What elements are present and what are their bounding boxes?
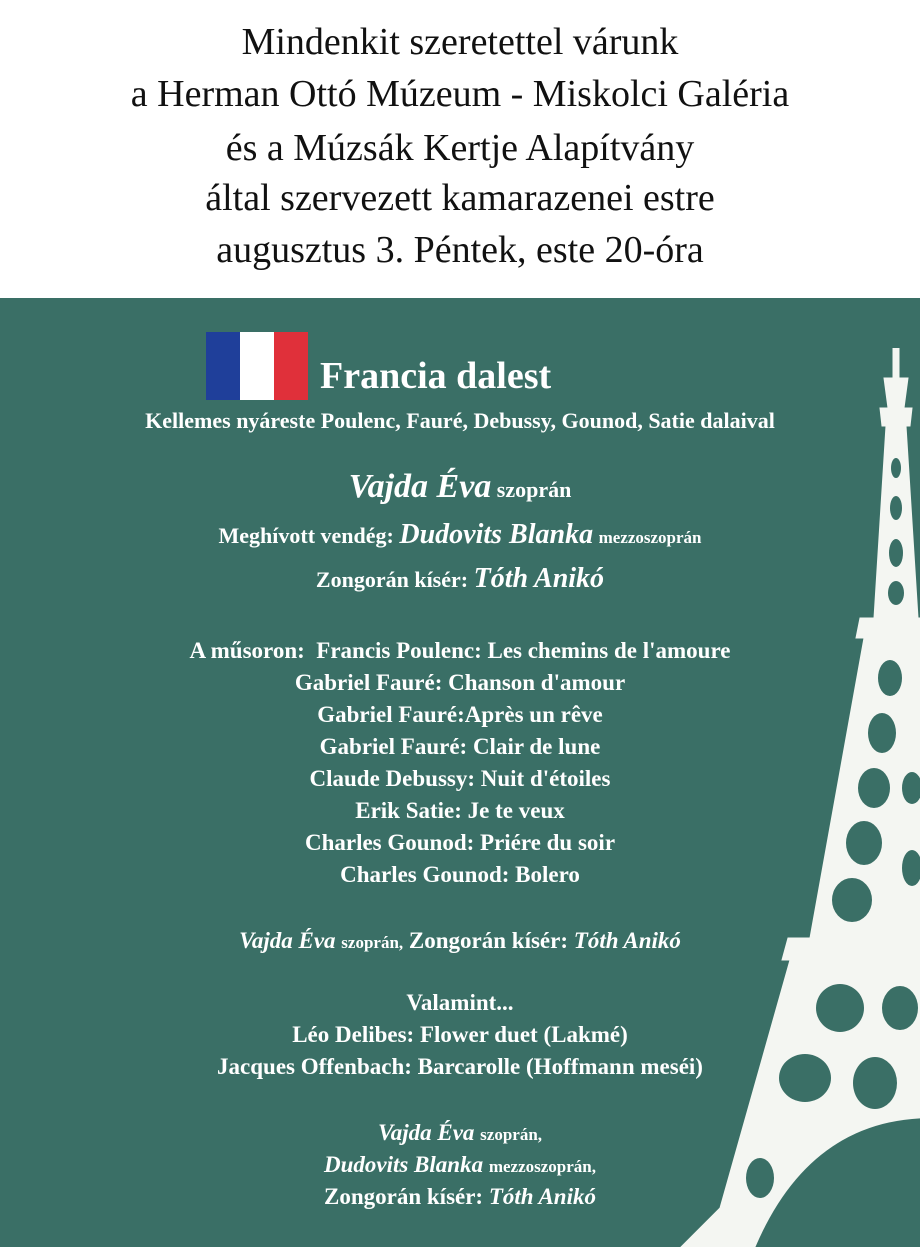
credit2-guest-role: mezzoszoprán, [488,1157,597,1176]
soprano-line [0,466,920,511]
soprano-name: Vajda Éva [348,468,492,505]
credit2-soprano-role: szoprán, [480,1125,543,1144]
soprano-role: szoprán [496,477,572,502]
program-item: Gabriel Fauré: Clair de lune [319,734,601,759]
header-line-5: augusztus 3. Péntek, este 20-óra [216,229,704,271]
header-line-4: által szervezett kamarazenei estre [205,177,715,219]
also-item: Jacques Offenbach: Barcarolle (Hoffmann meséi) [217,1054,703,1079]
flag-stripe-blue [206,332,240,400]
concert-subtitle: Kellemes nyáreste Poulenc, Fauré, Debussy, Gounod, Satie dalaival [145,408,775,433]
also-label: Valamint... [406,990,514,1015]
program-item: Erik Satie: Je te veux [355,798,565,823]
guest-role: mezzoszoprán [598,528,702,547]
credit2-guest-line [0,1149,920,1183]
concert-title: Francia dalest [320,355,552,397]
credit2-piano-label: Zongorán kísér: [324,1184,484,1209]
flag-stripe-red [274,332,308,400]
guest-name: Dudovits Blanka [399,519,594,550]
piano-line [0,560,920,599]
program-item: Claude Debussy: Nuit d'étoiles [309,766,611,791]
credit2-guest-name: Dudovits Blanka [323,1152,484,1177]
piano-label: Zongorán kísér: [315,567,469,592]
program-item: Francis Poulenc: Les chemins de l'amoure [316,638,731,663]
guest-label: Meghívott vendég: [218,523,394,548]
credit2-piano-name: Tóth Anikó [488,1184,596,1209]
header-line-3: és a Múzsák Kertje Alapítvány [225,127,695,169]
program-item: Gabriel Fauré: Chanson d'amour [294,670,626,695]
program-intro: A műsoron: [189,638,305,663]
credit-soprano-role: szoprán, [341,933,404,952]
piano-name: Tóth Anikó [473,563,605,594]
credit2-soprano-name: Vajda Éva [377,1120,475,1145]
credit2-piano-line [0,1181,920,1213]
header-line-2: a Herman Ottó Múzeum - Miskolci Galéria [130,73,790,115]
program-item: Gabriel Fauré:Après un rêve [317,702,603,727]
concert-panel [0,298,920,1247]
also-item: Léo Delibes: Flower duet (Lakmé) [292,1022,628,1047]
credit-soprano-name: Vajda Éva [239,928,336,953]
credit-piano-label: Zongorán kísér: [408,928,569,953]
guest-line [0,516,920,557]
program-item: Charles Gounod: Priére du soir [304,830,616,855]
program-item: Charles Gounod: Bolero [340,862,580,887]
credit2-soprano-line [0,1117,920,1151]
header-line-1: Mindenkit szeretettel várunk [241,21,679,63]
invitation-header [0,0,920,298]
flag-stripe-white [240,332,274,400]
program-line-1 [0,635,920,667]
french-flag-icon [206,332,308,400]
credit-line-1 [0,925,920,959]
credit-piano-name: Tóth Anikó [573,928,681,953]
